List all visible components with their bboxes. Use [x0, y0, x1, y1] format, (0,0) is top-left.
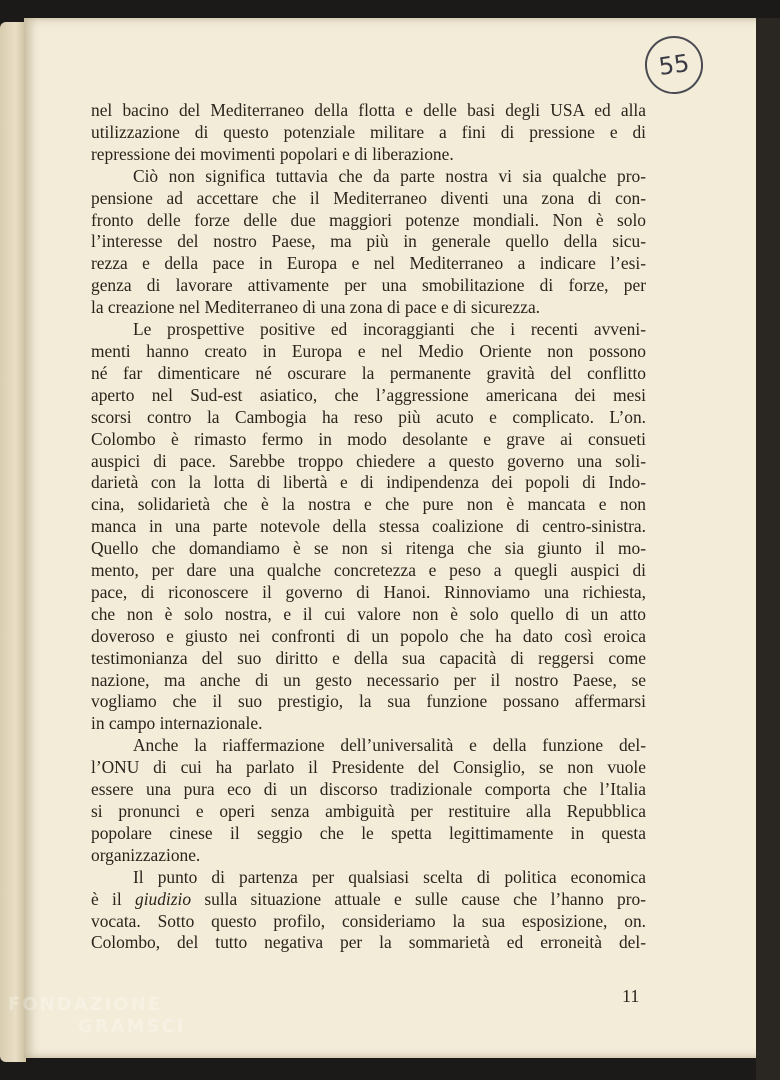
text-line: fronto delle forze delle due maggiori potenze mondiali. Non è solo — [91, 209, 646, 230]
text-line: l’interesse del nostro Paese, ma più in generale quello della sicu- — [91, 231, 646, 252]
text-line: testimonianza del suo diritto e della sua capacità di reggersi come — [91, 647, 646, 668]
text-line: nazione, ma anche di un gesto necessario per il nostro Paese, se — [91, 669, 646, 690]
text-line: vogliamo che il suo prestigio, la sua funzione possano affermarsi — [91, 691, 646, 712]
text-line: doveroso e giusto nei confronti di un popolo che ha dato così eroica — [91, 625, 646, 646]
text-line: Colombo, del tutto negativa per la sommarietà ed erroneità del- — [91, 932, 646, 953]
text-line: utilizzazione di questo potenziale militare a fini di pressione e di — [91, 121, 646, 142]
text-line: darietà con la lotta di libertà e di indipendenza dei popoli di Indo- — [91, 472, 646, 493]
text-line: Anche la riaffermazione dell’universalità e della funzione del- — [133, 735, 646, 756]
text-line: menti hanno creato in Europa e nel Medio Oriente non possono — [91, 340, 646, 361]
text-line: Le prospettive positive ed incoraggianti che i recenti avveni- — [133, 319, 646, 340]
text-line: si pronunci e operi senza ambiguità per restituire alla Repubblica — [91, 801, 646, 821]
watermark-line-1: FONDAZIONE — [8, 994, 162, 1015]
text-line: che non è solo nostra, e il cui valore non è solo quello di un atto — [91, 603, 646, 624]
text-line: scorsi contro la Cambogia ha reso più acuto e complicato. L’on. — [91, 406, 646, 427]
text-line: in campo internazionale. — [91, 713, 263, 734]
scan-border — [756, 18, 780, 1080]
text-line: organizzazione. — [91, 844, 201, 865]
watermark-line-2: GRAMSCI — [78, 1016, 186, 1037]
stamp-number: 55 — [656, 49, 692, 81]
text-line: aperto nel Sud-est asiatico, che l’aggressione americana dei mesi — [91, 384, 646, 405]
text-line: genza di lavorare attivamente per una smobilitazione di forze, per — [91, 275, 646, 296]
text-line: Quello che domandiamo è se non si ritenga che sia giunto il mo- — [91, 538, 646, 559]
text-line: nel bacino del Mediterraneo della flotta e delle basi degli USA ed alla — [91, 100, 646, 120]
text-line: rezza e della pace in Europa e nel Mediterraneo a indicare l’esi- — [91, 253, 646, 274]
text-line: vocata. Sotto questo profilo, consideriamo la sua esposizione, on. — [91, 910, 646, 931]
text-line: Colombo è rimasto fermo in modo desolante e grave ai consueti — [91, 428, 646, 449]
text-line: cina, solidarietà che è la nostra e che pure non è mancata e non — [91, 494, 646, 515]
text-line: popolare cinese il seggio che le spetta legittimamente in questa — [91, 822, 646, 843]
text-line: pace, di riconoscere il governo di Hanoi. Rinnoviamo una richiesta, — [91, 581, 646, 602]
body-text — [91, 100, 646, 954]
text-line: è il giudizio sulla situazione attuale e sulle cause che l’hanno pro- — [91, 888, 646, 909]
text-line: essere una pura eco di un discorso tradizionale comporta che l’Italia — [91, 779, 646, 800]
page-number: 11 — [622, 986, 640, 1006]
text-line: pensione ad accettare che il Mediterraneo diventi una zona di con- — [91, 187, 646, 208]
text-line: né far dimenticare né oscurare la permanente gravità del conflitto — [91, 362, 646, 383]
text-line: mento, per dare una qualche concretezza e peso a quegli auspici di — [91, 560, 646, 581]
text-line: Il punto di partenza per qualsiasi scelta di politica economica — [133, 866, 646, 887]
text-line: l’ONU di cui ha parlato il Presidente del Consiglio, se non vuole — [91, 757, 646, 778]
text-line: Ciò non significa tuttavia che da parte nostra vi sia qualche pro- — [133, 165, 646, 186]
archive-watermark — [8, 994, 185, 1038]
text-line: auspici di pace. Sarebbe troppo chiedere a questo governo una soli- — [91, 450, 646, 471]
text-line: repressione dei movimenti popolari e di liberazione. — [91, 143, 454, 164]
text-line: manca in una parte notevole della stessa coalizione di centro-sinistra. — [91, 516, 646, 537]
text-line: la creazione nel Mediterraneo di una zona di pace e di sicurezza. — [91, 297, 541, 318]
left-page-edge — [0, 22, 26, 1062]
